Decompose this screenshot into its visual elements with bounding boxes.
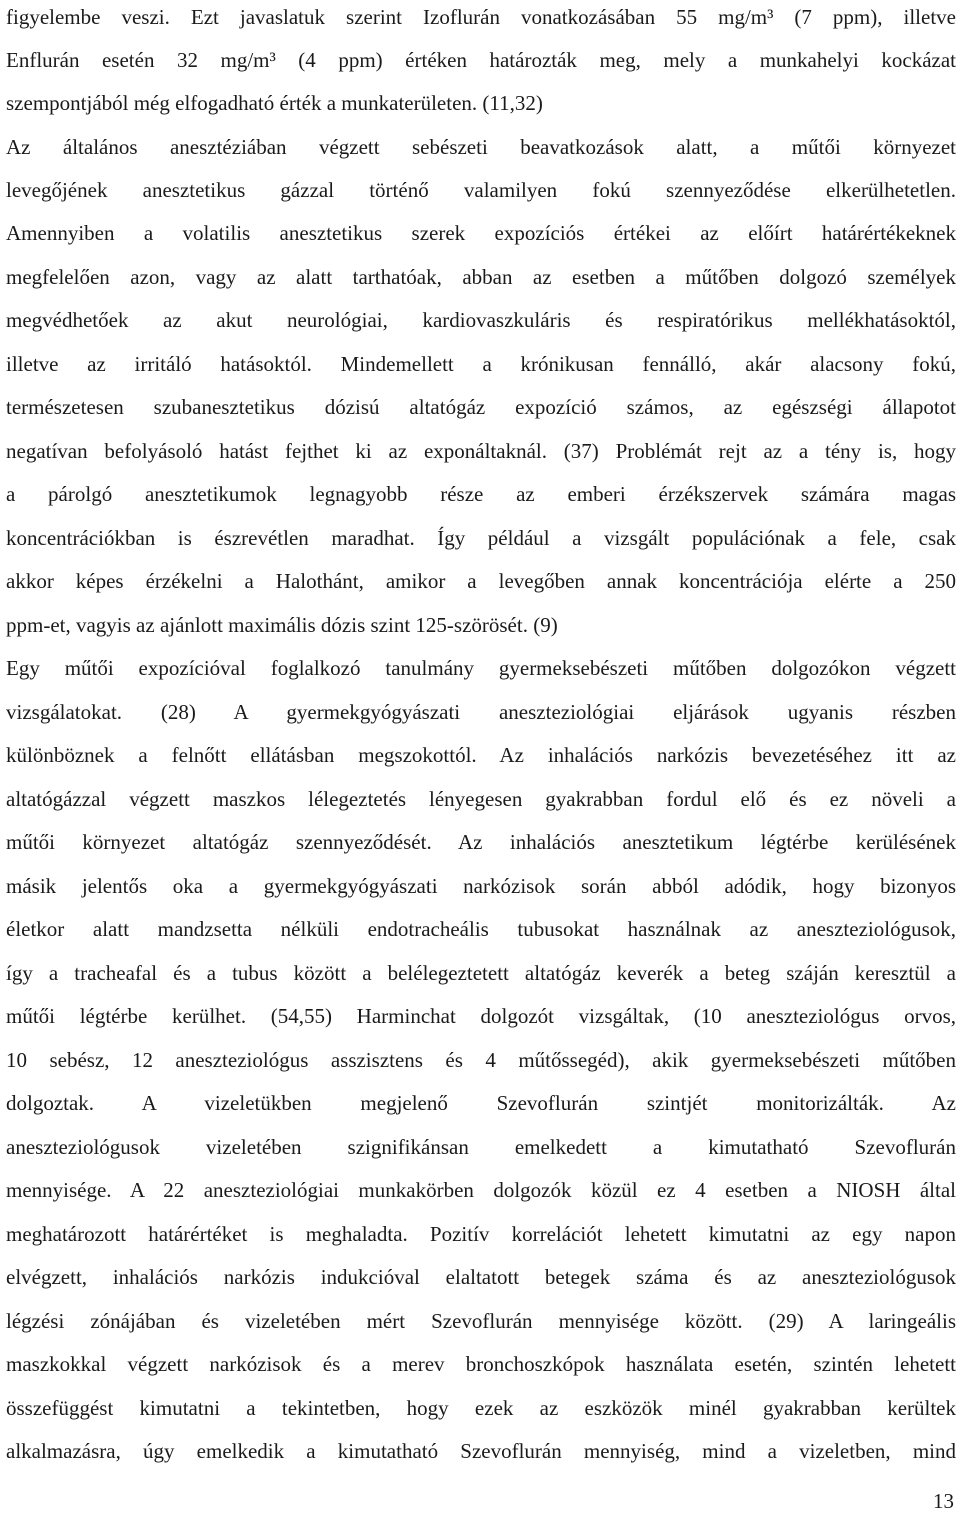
text-line: mennyisége. A 22 aneszteziológiai munkakörben dolgozók közül ez 4 esetben a NIOSH által: [6, 1178, 956, 1202]
text-line: összefüggést kimutatni a tekintetben, hogy ezek az eszközök minél gyakrabban kerültek: [6, 1396, 956, 1420]
text-line: Az általános anesztéziában végzett sebészeti beavatkozások alatt, a műtői környezet: [6, 135, 956, 159]
text-line: maszkokkal végzett narkózisok és a merev bronchoszkópok használata esetén, szintén lehetett: [6, 1352, 956, 1376]
text-line: szempontjából még elfogadható érték a munkaterületen. (11,32): [6, 91, 543, 115]
text-line: negatívan befolyásoló hatást fejthet ki az exponáltaknál. (37) Problémát rejt az a tény is, hogy: [6, 439, 956, 463]
text-line: vizsgálatokat. (28) A gyermekgyógyászati aneszteziológiai eljárások ugyanis részben: [6, 700, 956, 724]
text-line: Amennyiben a volatilis anesztetikus szerek expozíciós értékei az előírt határértékeknek: [6, 221, 956, 245]
text-line: levegőjének anesztetikus gázzal történő valamilyen fokú szennyeződése elkerülhetetlen.: [6, 178, 956, 202]
text-line: különböznek a felnőtt ellátásban megszokottól. Az inhalációs narkózis bevezetéséhez itt az: [6, 743, 956, 767]
text-line: aneszteziológusok vizeletében szignifikánsan emelkedett a kimutatható Szevoflurán: [6, 1135, 956, 1159]
text-line: dolgoztak. A vizeletükben megjelenő Szevoflurán szintjét monitorizálták. Az: [6, 1091, 956, 1115]
text-line: életkor alatt mandzsetta nélküli endotracheális tubusokat használnak az aneszteziológusok,: [6, 917, 956, 941]
text-line: ppm-et, vagyis az ajánlott maximális dózis szint 125-szörösét. (9): [6, 613, 558, 637]
text-line: 10 sebész, 12 aneszteziológus asszisztens és 4 műtőssegéd), akik gyermeksebészeti műtőben: [6, 1048, 956, 1072]
text-line: meghatározott határértéket is meghaladta. Pozitív korrelációt lehetett kimutatni az egy napon: [6, 1222, 956, 1246]
text-line: másik jelentős oka a gyermekgyógyászati narkózisok során abból adódik, hogy bizonyos: [6, 874, 956, 898]
text-line: a párolgó anesztetikumok legnagyobb része az emberi érzékszervek számára magas: [6, 482, 956, 506]
text-line: alkalmazásra, úgy emelkedik a kimutatható Szevoflurán mennyiség, mind a vizeletben, mind: [6, 1439, 956, 1463]
text-line: akkor képes érzékelni a Halothánt, amikor a levegőben annak koncentrációja elérte a 250: [6, 569, 956, 593]
text-line: koncentrációkban is észrevétlen maradhat. Így például a vizsgált populációnak a fele, csak: [6, 526, 956, 550]
text-line: illetve az irritáló hatásoktól. Mindemellett a krónikusan fennálló, akár alacsony fokú,: [6, 352, 956, 376]
text-line: légzési zónájában és vizeletében mért Szevoflurán mennyisége között. (29) A laringeális: [6, 1309, 956, 1333]
text-line: természetesen szubanesztetikus dózisú altatógáz expozíció számos, az egészségi állapotot: [6, 395, 956, 419]
text-line: elvégzett, inhalációs narkózis indukcióval elaltatott betegek száma és az aneszteziológusok: [6, 1265, 956, 1289]
text-line: Enflurán esetén 32 mg/m³ (4 ppm) értéken határozták meg, mely a munkahelyi kockázat: [6, 48, 956, 72]
text-line: műtői légtérbe kerülhet. (54,55) Harminchat dolgozót vizsgáltak, (10 aneszteziológus orvos,: [6, 1004, 956, 1028]
page-number: 13: [933, 1489, 954, 1513]
text-line: Egy műtői expozícióval foglalkozó tanulmány gyermeksebészeti műtőben dolgozókon végzett: [6, 656, 956, 680]
text-line: altatógázzal végzett maszkos lélegeztetés lényegesen gyakrabban fordul elő és ez növeli a: [6, 787, 956, 811]
text-line: így a tracheafal és a tubus között a belélegeztetett altatógáz keverék a beteg száján keresztül a: [6, 961, 956, 985]
text-line: megfelelően azon, vagy az alatt tarthatóak, abban az esetben a műtőben dolgozó személyek: [6, 265, 956, 289]
text-line: figyelembe veszi. Ezt javaslatuk szerint Izoflurán vonatkozásában 55 mg/m³ (7 ppm), illetve: [6, 5, 956, 29]
text-line: műtői környezet altatógáz szennyeződését. Az inhalációs anesztetikum légtérbe kerülésének: [6, 830, 956, 854]
text-line: megvédhetőek az akut neurológiai, kardiovaszkuláris és respiratórikus mellékhatásoktól,: [6, 308, 956, 332]
